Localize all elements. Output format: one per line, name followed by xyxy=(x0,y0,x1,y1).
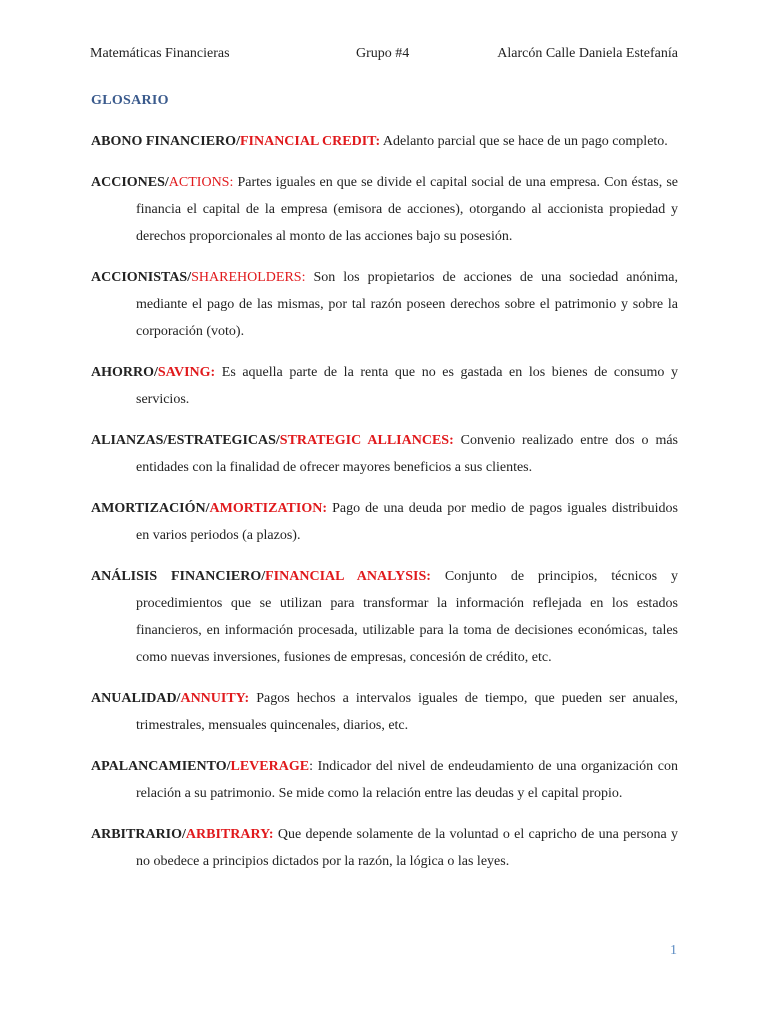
entry-term: ACCIONES/ xyxy=(91,175,169,190)
entry-english: STRATEGIC ALLIANCES: xyxy=(279,433,454,448)
entry-definition: : Indicador del nivel de endeudamiento de una organización con relación a su patrimonio. Se mide como la relación entre las deudas y el capital propio. xyxy=(136,759,678,801)
entry-term: ANÁLISIS FINANCIERO/ xyxy=(91,569,266,584)
entry-definition: Son los propietarios de acciones de una sociedad anónima, mediante el pago de las mismas, por tal razón poseen derechos sobre el patrimonio y sobre la corporación (voto). xyxy=(136,270,678,339)
entry-term: ANUALIDAD/ xyxy=(91,691,181,706)
entry-definition: Que depende solamente de la voluntad o el capricho de una persona y no obedece a principios dictados por la razón, la lógica o las leyes. xyxy=(136,827,678,869)
entry-english: FINANCIAL ANALYSIS: xyxy=(265,569,431,584)
entry-definition: Pago de una deuda por medio de pagos iguales distribuidos en varios periodos (a plazos). xyxy=(136,501,678,543)
entry-english: SAVING: xyxy=(157,365,216,380)
entry-english: LEVERAGE xyxy=(230,759,310,774)
entry-definition: Partes iguales en que se divide el capital social de una empresa. Con éstas, se financia el capital de la empresa (emisora de acciones), otorgando al accionista propiedad y derechos proporcionales al monto de las acciones bajo su posesión. xyxy=(136,175,678,244)
header-course: Matemáticas Financieras xyxy=(90,46,230,61)
header-author: Alarcón Calle Daniela Estefanía xyxy=(497,46,678,61)
glossary-entry xyxy=(91,821,678,875)
page-number: 1 xyxy=(670,943,677,958)
entry-definition: Adelanto parcial que se hace de un pago completo. xyxy=(380,134,668,149)
page-header xyxy=(90,46,678,66)
entry-english: SHAREHOLDERS: xyxy=(191,270,306,285)
glossary-entry xyxy=(91,359,678,413)
glossary-entry xyxy=(91,427,678,481)
entry-definition: Conjunto de principios, técnicos y procedimientos que se utilizan para transformar la información reflejada en los estados financieros, en información procesada, utilizable para la toma de decisiones económicas, tales como nuevas inversiones, fusiones de empresas, concesión de crédito, etc. xyxy=(136,569,678,665)
entry-term: AMORTIZACIÓN/ xyxy=(91,501,210,516)
glossary-entry xyxy=(91,264,678,345)
glossary-entry xyxy=(91,128,678,155)
glossary-entry xyxy=(91,495,678,549)
entry-english: AMORTIZATION: xyxy=(209,501,327,516)
entry-term: APALANCAMIENTO/ xyxy=(91,759,231,774)
entry-definition: Es aquella parte de la renta que no es gastada en los bienes de consumo y servicios. xyxy=(136,365,678,407)
entry-definition: Convenio realizado entre dos o más entidades con la finalidad de ofrecer mayores beneficios a sus clientes. xyxy=(136,433,678,475)
entry-english: ACTIONS: xyxy=(168,175,234,190)
entry-english: ANNUITY: xyxy=(180,691,250,706)
entry-definition: Pagos hechos a intervalos iguales de tiempo, que pueden ser anuales, trimestrales, mensuales quincenales, diarios, etc. xyxy=(136,691,678,733)
glossary-entry xyxy=(91,563,678,671)
header-group: Grupo #4 xyxy=(356,46,410,61)
entry-term: ACCIONISTAS/ xyxy=(91,270,192,285)
entry-term: ABONO FINANCIERO/ xyxy=(91,134,240,149)
glossary-entry xyxy=(91,753,678,807)
entry-term: ARBITRARIO/ xyxy=(91,827,186,842)
glossary-entry xyxy=(91,685,678,739)
entry-term: ALIANZAS/ESTRATEGICAS/ xyxy=(91,433,280,448)
entry-term: AHORRO/ xyxy=(91,365,158,380)
glossary-list xyxy=(91,128,678,884)
glossary-title: GLOSARIO xyxy=(91,93,169,108)
glossary-entry xyxy=(91,169,678,250)
entry-english: ARBITRARY: xyxy=(185,827,274,842)
entry-english: FINANCIAL CREDIT: xyxy=(239,134,381,149)
